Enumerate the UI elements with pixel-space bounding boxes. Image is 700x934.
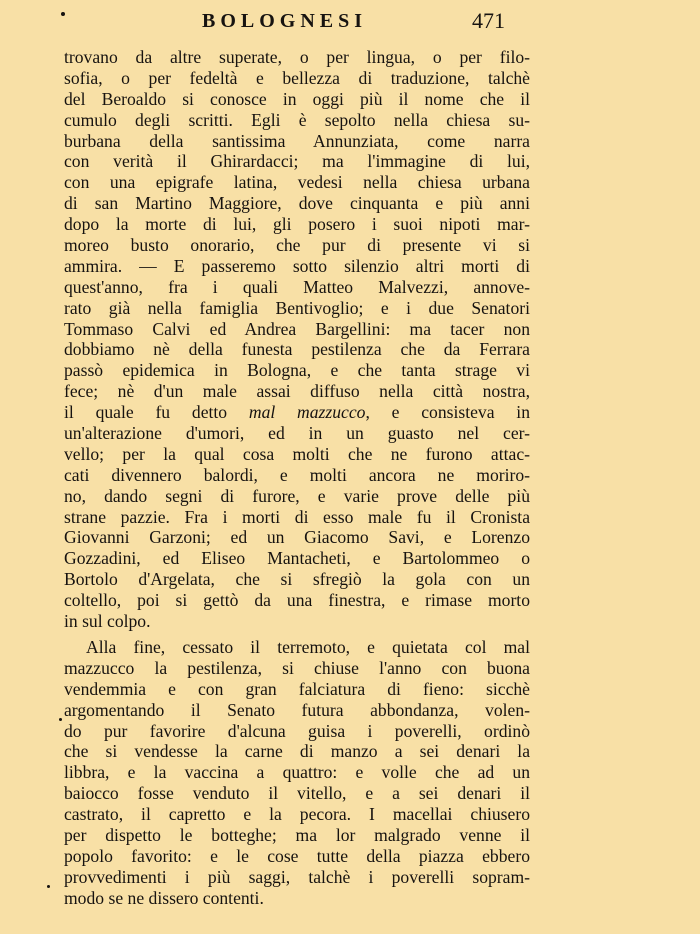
text-line: cati divennero balordi, e molti ancora ne moriro- bbox=[64, 464, 530, 485]
text-line: popolo favorito: e le cose tutte della piazza ebbero bbox=[64, 845, 530, 866]
paragraph bbox=[64, 637, 530, 909]
text-line: baiocco fosse venduto il vitello, e a sei denari il bbox=[64, 783, 530, 804]
text-line: un'alterazione d'umori, ed in un guasto nel cer- bbox=[64, 423, 530, 444]
text-line: vendemmia e con gran falciatura di fieno: sicchè bbox=[64, 678, 530, 699]
text-line: strane pazzie. Fra i morti di esso male fu il Cronista bbox=[64, 506, 530, 527]
ink-speck bbox=[47, 885, 50, 888]
text-line: in sul colpo. bbox=[64, 611, 151, 632]
text-line: coltello, poi si gettò da una finestra, e rimase morto bbox=[64, 590, 530, 611]
text-line: quest'anno, fra i quali Matteo Malvezzi, annove- bbox=[64, 276, 530, 297]
text-line: con verità il Ghirardacci; ma l'immagine di lui, bbox=[64, 151, 530, 172]
body-text bbox=[64, 47, 530, 909]
text-line: Giovanni Garzoni; ed un Giacomo Savi, e Lorenzo bbox=[64, 527, 530, 548]
text-line: Gozzadini, ed Eliseo Mantacheti, e Bartolommeo o bbox=[64, 548, 530, 569]
text-line: dobbiamo nè della funesta pestilenza che da Ferrara bbox=[64, 339, 530, 360]
text-line: castrato, il capretto e la pecora. I macellai chiusero bbox=[64, 804, 530, 825]
text-line: no, dando segni di furore, e varie prove delle più bbox=[64, 485, 530, 506]
text-line: del Beroaldo si conosce in oggi più il nome che il bbox=[64, 88, 530, 109]
text-line: modo se ne dissero contenti. bbox=[64, 887, 264, 908]
text-line: di san Martino Maggiore, dove cinquanta e più anni bbox=[64, 193, 530, 214]
text-line: con una epigrafe latina, vedesi nella chiesa urbana bbox=[64, 172, 530, 193]
text-line: che si vendesse la carne di manzo a sei denari la bbox=[64, 741, 530, 762]
text-line: cumulo degli scritti. Egli è sepolto nella chiesa su- bbox=[64, 109, 530, 130]
text-line: fece; nè d'un male assai diffuso nella città nostra, bbox=[64, 381, 530, 402]
text-line: libbra, e la vaccina a quattro: e volle che ad un bbox=[64, 762, 530, 783]
text-line: provvedimenti i più saggi, talchè i poverelli sopram- bbox=[64, 866, 530, 887]
page-number: 471 bbox=[472, 8, 505, 33]
text-line: ammira. — E passeremo sotto silenzio altri morti di bbox=[64, 255, 530, 276]
text-line: vello; per la qual cosa molti che ne furono attac- bbox=[64, 443, 530, 464]
text-line: il quale fu detto mal mazzucco, e consisteva in bbox=[64, 402, 530, 423]
text-line: Bortolo d'Argelata, che si sfregiò la gola con un bbox=[64, 569, 530, 590]
text-line: Tommaso Calvi ed Andrea Bargellini: ma tacer non bbox=[64, 318, 530, 339]
text-line: trovano da altre superate, o per lingua, o per filo- bbox=[64, 47, 530, 67]
text-line: sofia, o per fedeltà e bellezza di traduzione, talchè bbox=[64, 67, 530, 88]
text-line: moreo busto onorario, che pur di presente vi si bbox=[64, 235, 530, 256]
text-line: passò epidemica in Bologna, e che tanta strage vi bbox=[64, 360, 530, 381]
text-line: rato già nella famiglia Bentivoglio; e i due Senatori bbox=[64, 297, 530, 318]
text-line: do pur favorire d'alcuna guisa i poverelli, ordinò bbox=[64, 720, 530, 741]
text-line: argomentando il Senato futura abbondanza, volen- bbox=[64, 699, 530, 720]
text-line: Alla fine, cessato il terremoto, e quietata col mal bbox=[86, 636, 530, 657]
ink-speck bbox=[59, 718, 62, 721]
text-line: burbana della santissima Annunziata, come narra bbox=[64, 130, 530, 151]
running-title: BOLOGNESI bbox=[202, 10, 368, 32]
text-line: per dispetto le botteghe; ma lor malgrado venne il bbox=[64, 824, 530, 845]
text-line: dopo la morte di lui, gli posero i suoi nipoti mar- bbox=[64, 214, 530, 235]
paragraph bbox=[64, 47, 530, 632]
text-line: mazzucco la pestilenza, si chiuse l'anno con buona bbox=[64, 657, 530, 678]
page-header bbox=[0, 8, 700, 42]
